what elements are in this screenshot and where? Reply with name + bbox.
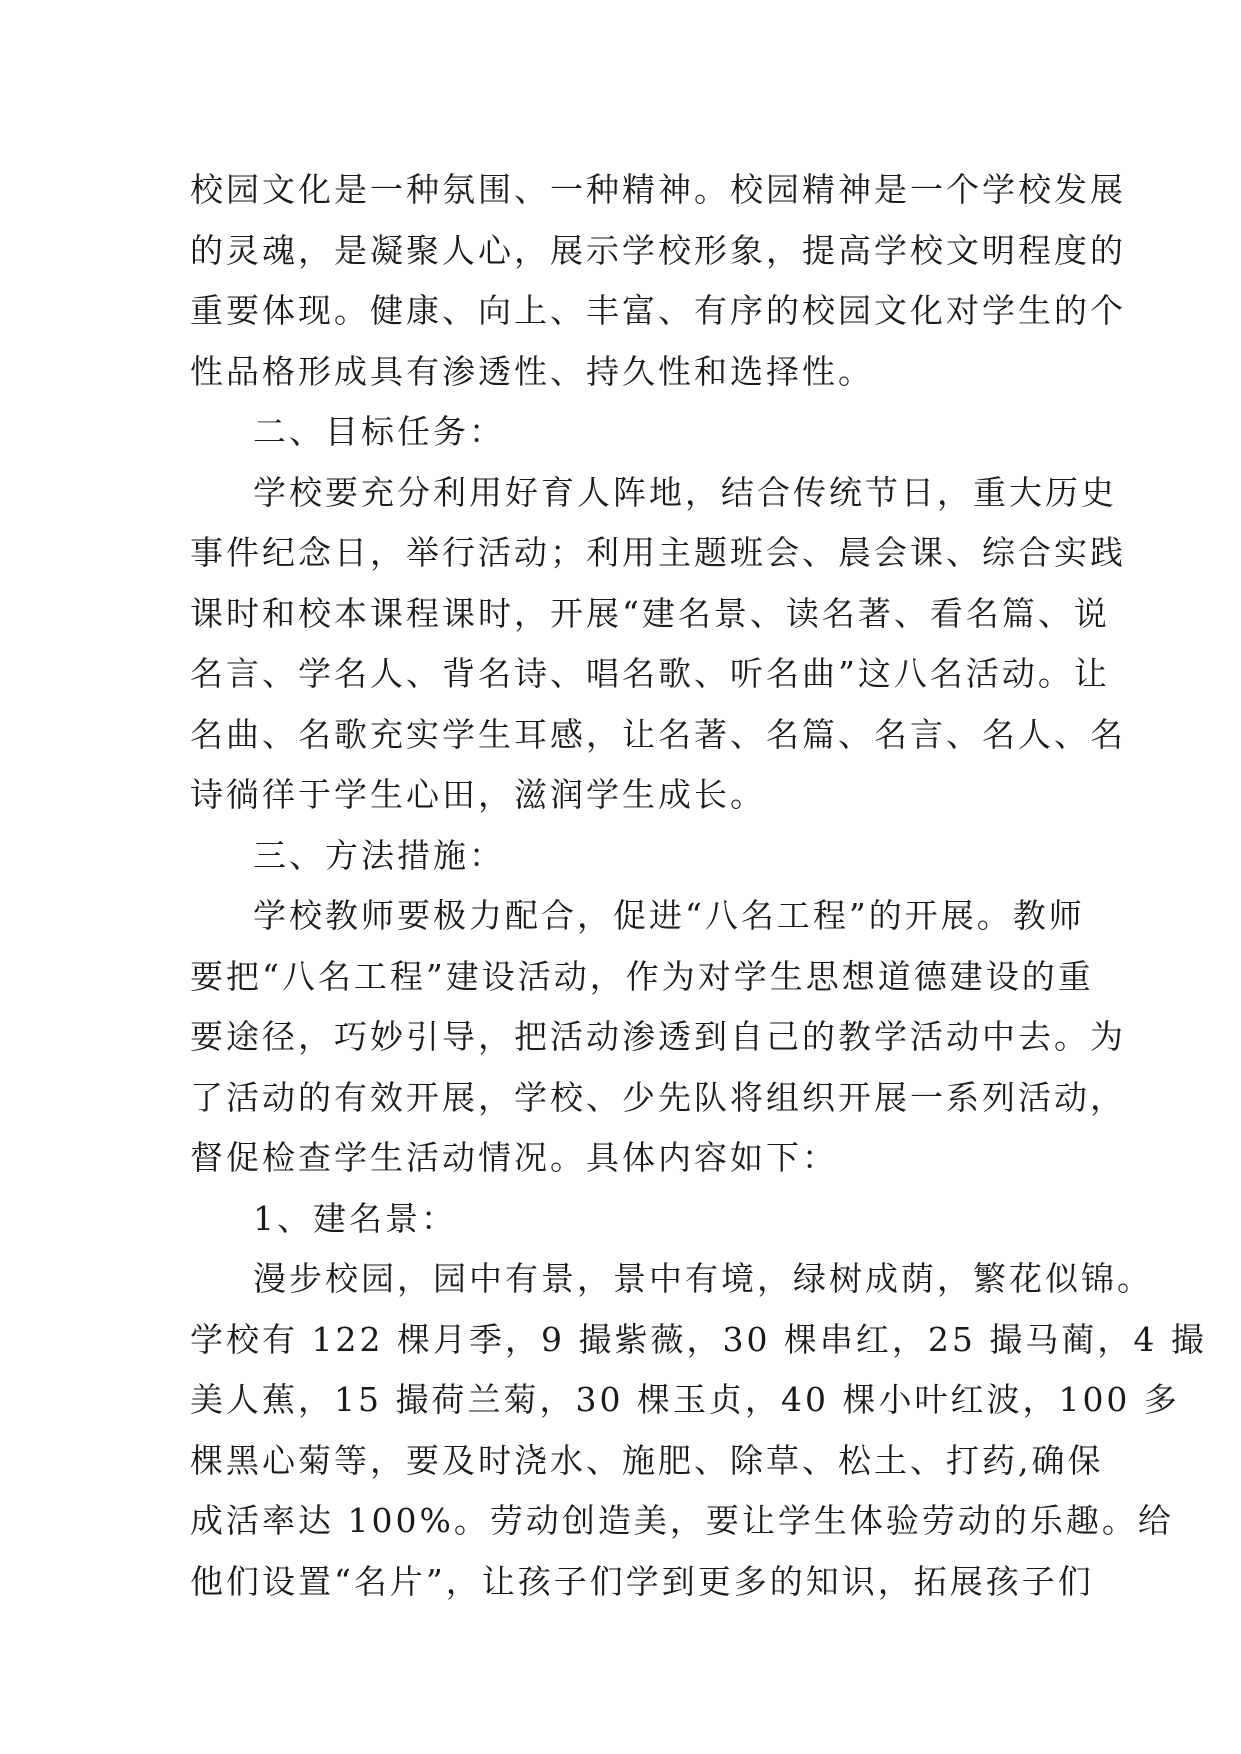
paragraph-line: 名曲、名歌充实学生耳感，让名著、名篇、名言、名人、名 bbox=[190, 714, 1126, 754]
document-body bbox=[190, 160, 1207, 1612]
paragraph-line: 棵黑心菊等，要及时浇水、施肥、除草、松土、打药,确保 bbox=[190, 1440, 1104, 1480]
section-heading-goals: 二、目标任务： bbox=[253, 412, 505, 451]
paragraph-line: 名言、学名人、背名诗、唱名歌、听名曲”这八名活动。让 bbox=[190, 654, 1110, 693]
paragraph-line: 事件纪念日，举行活动；利用主题班会、晨会课、综合实践 bbox=[190, 533, 1126, 572]
paragraph-line: 漫步校园，园中有景，景中有境，绿树成荫，繁花似锦。 bbox=[253, 1259, 1153, 1298]
paragraph-line: 学校要充分利用好育人阵地，结合传统节日，重大历史 bbox=[253, 472, 1117, 512]
paragraph-line: 要把“八名工程”建设活动，作为对学生思想道德建设的重 bbox=[190, 956, 1094, 996]
paragraph-line: 了活动的有效开展，学校、少先队将组织开展一系列活动， bbox=[190, 1077, 1126, 1117]
paragraph-line: 校园文化是一种氛围、一种精神。校园精神是一个学校发展 bbox=[190, 170, 1126, 209]
paragraph-line: 学校教师要极力配合，促进“八名工程”的开展。教师 bbox=[253, 896, 1085, 935]
paragraph-line: 重要体现。健康、向上、丰富、有序的校园文化对学生的个 bbox=[190, 291, 1126, 330]
paragraph-line: 课时和校本课程课时，开展“建名景、读名著、看名篇、说 bbox=[190, 593, 1110, 633]
paragraph-line: 成活率达 100%。劳动创造美，要让学生体验劳动的乐趣。给 bbox=[190, 1501, 1174, 1540]
paragraph-line: 学校有 122 棵月季，9 撮紫薇，30 棵串红，25 撮马蔺，4 撮 bbox=[190, 1319, 1207, 1359]
paragraph-line: 督促检查学生活动情况。具体内容如下： bbox=[190, 1138, 838, 1177]
section-heading-methods: 三、方法措施： bbox=[253, 835, 505, 875]
subsection-heading-scenery: 1、建名景： bbox=[253, 1198, 457, 1238]
paragraph-line: 的灵魂，是凝聚人心，展示学校形象，提高学校文明程度的 bbox=[190, 230, 1126, 270]
paragraph-line: 性品格形成具有渗透性、持久性和选择性。 bbox=[190, 351, 874, 391]
paragraph-line: 诗徜徉于学生心田，滋润学生成长。 bbox=[190, 775, 766, 814]
paragraph-line: 要途径，巧妙引导，把活动渗透到自己的教学活动中去。为 bbox=[190, 1017, 1126, 1056]
paragraph-line: 他们设置“名片”，让孩子们学到更多的知识，拓展孩子们 bbox=[190, 1561, 1094, 1601]
paragraph-line: 美人蕉，15 撮荷兰菊，30 棵玉贞，40 棵小叶红波，100 多 bbox=[190, 1380, 1180, 1419]
